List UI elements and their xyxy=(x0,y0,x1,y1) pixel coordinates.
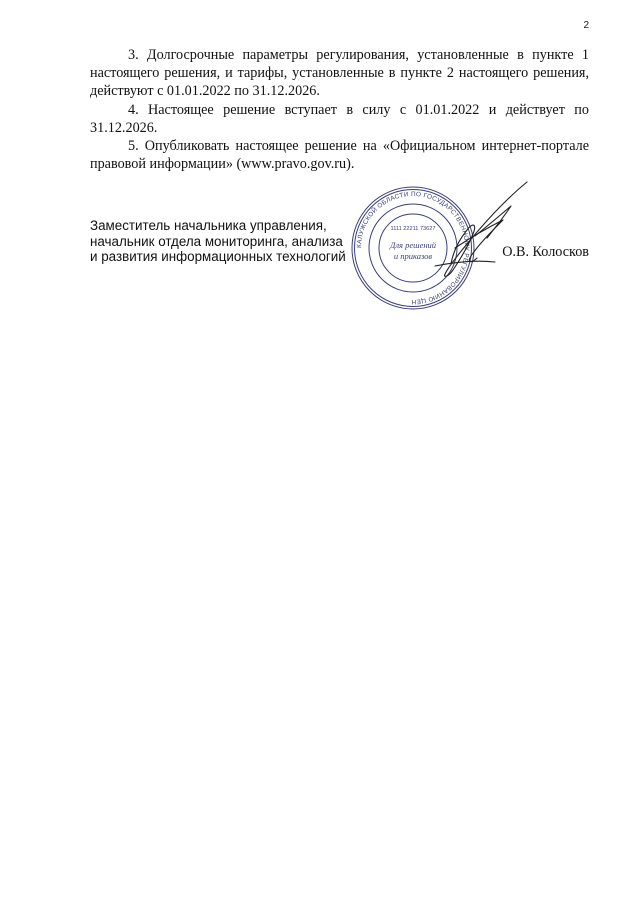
page-number: 2 xyxy=(583,20,589,31)
signatory-position xyxy=(90,218,346,265)
paragraph-4: 4. Настоящее решение вступает в силу с 01.01.2022 и действует по 31.12.2026. xyxy=(90,101,589,136)
paragraph-3: 3. Долгосрочные параметры регулирования, установленные в пункте 1 настоящего решения, и тарифы, установленные в пункте 2 настоящего решения, действуют с 01.01.2022 по 31.12.2026. xyxy=(90,47,589,100)
stamp-center-line-1: Для решений xyxy=(389,240,437,250)
signatory-position-line-1: Заместитель начальника управления, xyxy=(90,218,327,233)
signatory-position-line-2: начальник отдела мониторинга, анализа xyxy=(90,233,343,249)
stamp-ring-text: КАЛУЖСКОЙ ОБЛАСТИ ПО ГОСУДАРСТВЕННОМУ РЕГУЛИРОВАНИЮ ЦЕН xyxy=(355,190,471,306)
signatory-name: О.В. Колосков xyxy=(502,244,589,260)
signature-block xyxy=(90,190,589,306)
handwritten-signature xyxy=(415,178,530,283)
paragraph-5: 5. Опубликовать настоящее решение на «Официальном интернет-портале правовой информации» (www.pravo.gov.ru). xyxy=(90,138,589,173)
stamp-number: 1111 22211 73627 xyxy=(390,226,436,232)
stamp-center-line-2: и приказов xyxy=(393,251,433,261)
signatory-position-line-3: и развития информационных технологий xyxy=(90,249,346,264)
decision-body xyxy=(90,46,589,173)
